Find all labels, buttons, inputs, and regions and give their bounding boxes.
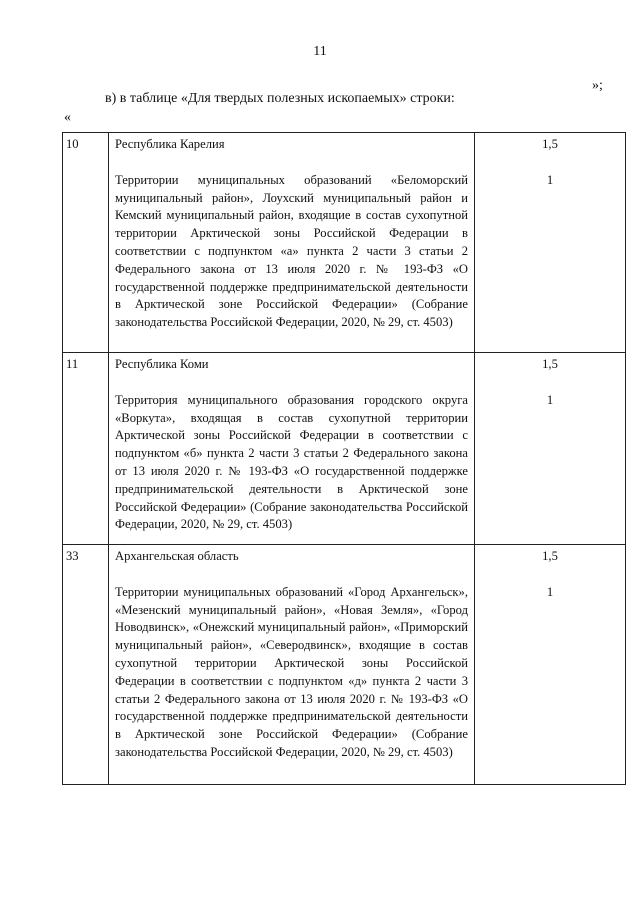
region-cell xyxy=(109,545,475,785)
coefficient-region: 1,5 xyxy=(542,137,558,151)
coefficient-cell xyxy=(475,133,626,353)
table-row xyxy=(63,353,626,545)
closing-quote: »; xyxy=(592,78,603,93)
coefficient-cell xyxy=(475,353,626,545)
table-row xyxy=(63,133,626,353)
table-row xyxy=(63,545,626,785)
opening-quote: « xyxy=(64,110,71,125)
coefficient-cell xyxy=(475,545,626,785)
intro-text: в) в таблице «Для твердых полезных ископаемых» строки: xyxy=(105,91,455,106)
table-hard-minerals xyxy=(62,132,626,785)
region-name: Республика Коми xyxy=(115,357,209,371)
region-name: Республика Карелия xyxy=(115,137,225,151)
territory-description: Территории муниципальных образований «Город Архангельск», «Мезенский муниципальный район», «Новая Земля», «Город Новодвинск», «Онежский муниципальный район», «Приморский муниципальный район», «Северодвинск», входящие в состав сухопутной территории Арктической зоны Российской Федерации в соответствии с подпунктом «д» пункта 2 части 3 статьи 2 Федерального закона от 13 июля 2020 г. № 193-ФЗ «О государственной поддержке предпринимательской деятельности в Арктической зоне Российской Федерации» (Собрание законодательства Российской Федерации, 2020, № 29, ст. 4503) xyxy=(115,584,468,759)
region-name: Архангельская область xyxy=(115,549,239,563)
territory-description: Территория муниципального образования городского округа «Воркута», входящая в состав сухопутной территории Арктической зоны Российской Федерации в соответствии с подпунктом «б» пункта 2 части 3 статьи 2 Федерального закона от 13 июля 2020 г. № 193-ФЗ «О государственной поддержке предпринимательской деятельности в Арктической зоне Российской Федерации» (Собрание законодательства Российской Федерации, 2020, № 29, ст. 4503) xyxy=(115,392,468,532)
region-cell xyxy=(109,133,475,353)
coefficient-territory: 1 xyxy=(546,392,554,407)
row-number: 33 xyxy=(63,545,109,785)
coefficient-territory: 1 xyxy=(546,584,554,599)
row-number: 11 xyxy=(63,353,109,545)
region-cell xyxy=(109,353,475,545)
coefficient-territory: 1 xyxy=(546,172,554,187)
coefficient-region: 1,5 xyxy=(542,549,558,563)
row-number: 10 xyxy=(63,133,109,353)
coefficient-region: 1,5 xyxy=(542,357,558,371)
territory-description: Территории муниципальных образований «Беломорский муниципальный район», Лоухский муниципальный район и Кемский муниципальный район, входящие в состав сухопутной территории Арктической зоны Российской Федерации в соответствии с подпунктом «а» пункта 2 части 3 статьи 2 Федерального закона от 13 июля 2020 г. № 193-ФЗ «О государственной поддержке предпринимательской деятельности в Арктической зоне Российской Федерации» (Собрание законодательства Российской Федерации, 2020, № 29, ст. 4503) xyxy=(115,172,468,330)
page-number: 11 xyxy=(313,44,327,59)
